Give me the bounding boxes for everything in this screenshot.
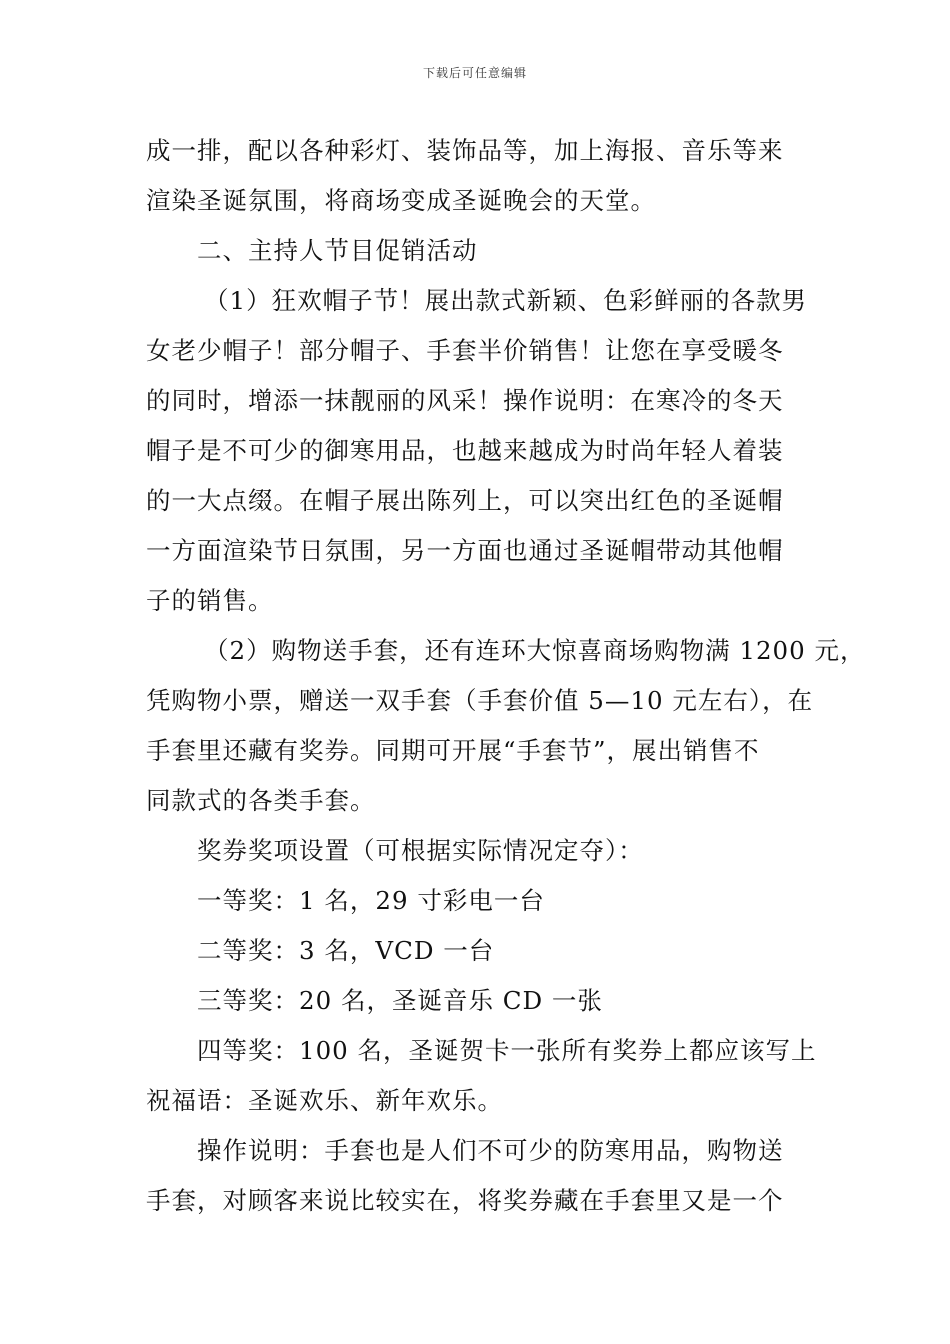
page-header: 下载后可任意编辑 [422, 66, 527, 80]
prize-line: 四等奖：100 名，圣诞贺卡一张所有奖券上都应该写上 [197, 1036, 817, 1065]
text-line: （2）购物送手套，还有连环大惊喜商场购物满 1200 元， [204, 636, 866, 665]
text-line: 操作说明：手套也是人们不可少的防寒用品，购物送 [197, 1136, 784, 1165]
text-line: 一方面渲染节日氛围，另一方面也通过圣诞帽带动其他帽 [146, 536, 784, 565]
text-line: 渲染圣诞氛围，将商场变成圣诞晚会的天堂。 [146, 186, 656, 215]
text-line: 手套里还藏有奖券。同期可开展“手套节”，展出销售不 [146, 736, 760, 765]
text-line: 成一排，配以各种彩灯、装饰品等，加上海报、音乐等来 [146, 136, 784, 165]
text-line: 帽子是不可少的御寒用品，也越来越成为时尚年轻人着装 [146, 436, 784, 465]
prize-line: 三等奖：20 名，圣诞音乐 CD 一张 [197, 986, 603, 1015]
text-line: 同款式的各类手套。 [146, 786, 376, 815]
text-line: 凭购物小票，赠送一双手套（手套价值 5—10 元左右），在 [146, 686, 814, 715]
text-line: 的同时，增添一抹靓丽的风采！操作说明：在寒冷的冬天 [146, 386, 784, 415]
text-line: 手套，对顾客来说比较实在，将奖券藏在手套里又是一个 [146, 1186, 784, 1215]
document-body [146, 126, 866, 1226]
text-line: 的一大点缀。在帽子展出陈列上，可以突出红色的圣诞帽 [146, 486, 784, 515]
text-line: 子的销售。 [146, 586, 274, 615]
text-line: 祝福语：圣诞欢乐、新年欢乐。 [146, 1086, 503, 1115]
prize-line: 二等奖：3 名，VCD 一台 [197, 936, 495, 965]
text-line: 奖券奖项设置（可根据实际情况定夺）： [197, 836, 644, 865]
text-line: （1）狂欢帽子节！展出款式新颖、色彩鲜丽的各款男 [204, 286, 808, 315]
prize-line: 一等奖：1 名，29 寸彩电一台 [197, 886, 545, 915]
text-line: 女老少帽子！部分帽子、手套半价销售！让您在享受暖冬 [146, 336, 784, 365]
section-heading: 二、主持人节目促销活动 [197, 236, 478, 265]
